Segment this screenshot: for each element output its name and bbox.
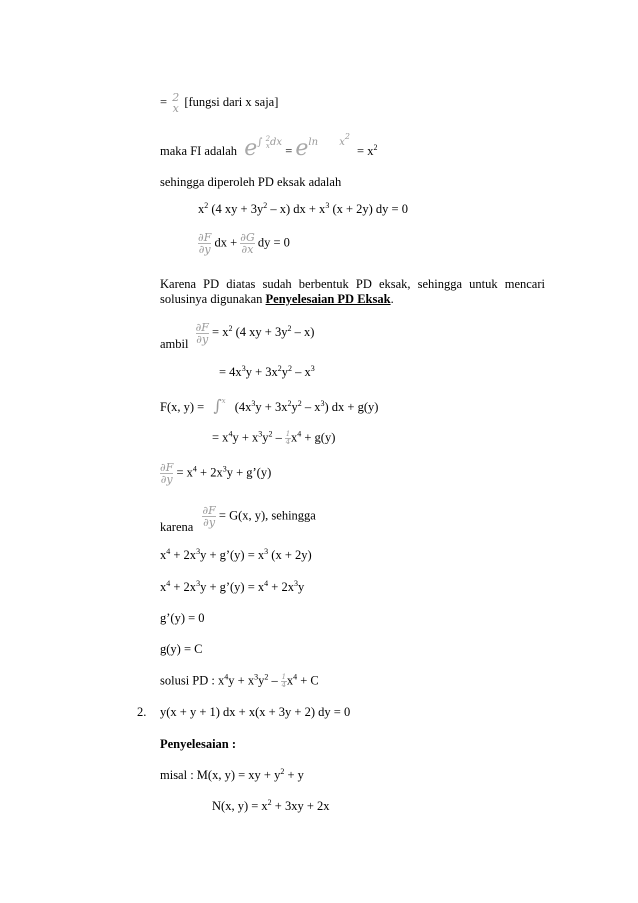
- problem-2: 2. y(x + y + 1) dx + x(x + 3y + 2) dy = 0: [137, 705, 351, 719]
- penyelesaian-pd-eksak-link: Penyelesaian PD Eksak: [265, 292, 391, 306]
- line-misal-M: misal : M(x, y) = xy + $y^2 + y$: [160, 767, 304, 782]
- partial-f-y: $\frac{\partial F}{\partial y}$: [198, 231, 212, 256]
- line-solusi-pd: solusi PD : $x^4y + x^3y^2$ – $\frac{1}{4}$ $x^4 + C$: [160, 672, 319, 689]
- line-sehingga: sehingga diperoleh PD eksak adalah: [160, 175, 342, 189]
- partial-f-y: $\frac{\partial F}{\partial y}$: [195, 321, 209, 346]
- line-g-prime: g’(y) = 0: [160, 611, 205, 625]
- line-karena: karena $\frac{\partial F}{\partial y}$ = G(x, y), sehingga: [160, 504, 316, 535]
- fraction-2-over-x: 2 x: [172, 91, 180, 115]
- equation-partial-form: $\frac{\partial F}{\partial y}$ dx + $\frac{\partial G}{\partial x}$ dy = 0: [198, 231, 290, 256]
- heading-penyelesaian: Penyelesaian :: [160, 737, 237, 751]
- line-fungsi-x: = 2 x [fungsi dari x saja]: [160, 91, 279, 115]
- line-x4-eq1: $x^4 + 2x^3y$ + g’(y) = $x^3$ (x + 2y): [160, 547, 312, 562]
- line-N: N(x, $y) = x^2 + 3xy + 2x$: [212, 798, 330, 813]
- equation-pd-eksak: $x^2$ (4 xy + $3y^2 - x$) dx + $x^3$ (x + 2y) dy = 0: [198, 201, 408, 216]
- line-g-c: g(y) = C: [160, 642, 203, 656]
- line-x4-eq2: $x^4 + 2x^3y$ + g’(y) = $x^4 + 2x^3y$: [160, 579, 305, 594]
- partial-f-y: $\frac{\partial F}{\partial y}$: [202, 504, 216, 529]
- line-ambil: ambil $\frac{\partial F}{\partial y}$ = $x^2$ (4 xy + $3y^2 - x$): [160, 321, 315, 352]
- line-x4y: = $x^4y + x^3y^2$ – $\frac{1}{4}$ $x^4 + g(y)$: [212, 429, 336, 446]
- line-Fxy: F(x, y) = ∫$^x$ $(4x^3y + 3x^2y^2 - x^3)$ dx + g(y): [160, 396, 379, 415]
- fraction-quarter: $\frac{1}{4}$: [281, 673, 287, 689]
- integral-icon: ∫: [213, 396, 222, 415]
- paragraph-karena: Karena PD diatas sudah berbentuk PD eksak, sehingga untuk mencari solusinya digunakan Penyelesaian PD Eksak.: [160, 277, 545, 306]
- line-dF-dy: $\frac{\partial F}{\partial y}$ = $x^4 + 2x^3y$ + g’(y): [160, 461, 272, 486]
- partial-g-x: $\frac{\partial G}{\partial x}$: [240, 231, 255, 256]
- line-4x3y: = $4x^3y + 3x^2y^2 - x^3$: [219, 364, 315, 379]
- fraction-quarter: $\frac{1}{4}$: [285, 430, 291, 446]
- line-faktor-integrasi: maka FI adalah e∫ 2 x $^{dx} = e^{ln}$ $^{x2} = x^2$: [160, 132, 378, 161]
- partial-f-y: $\frac{\partial F}{\partial y}$: [160, 461, 174, 486]
